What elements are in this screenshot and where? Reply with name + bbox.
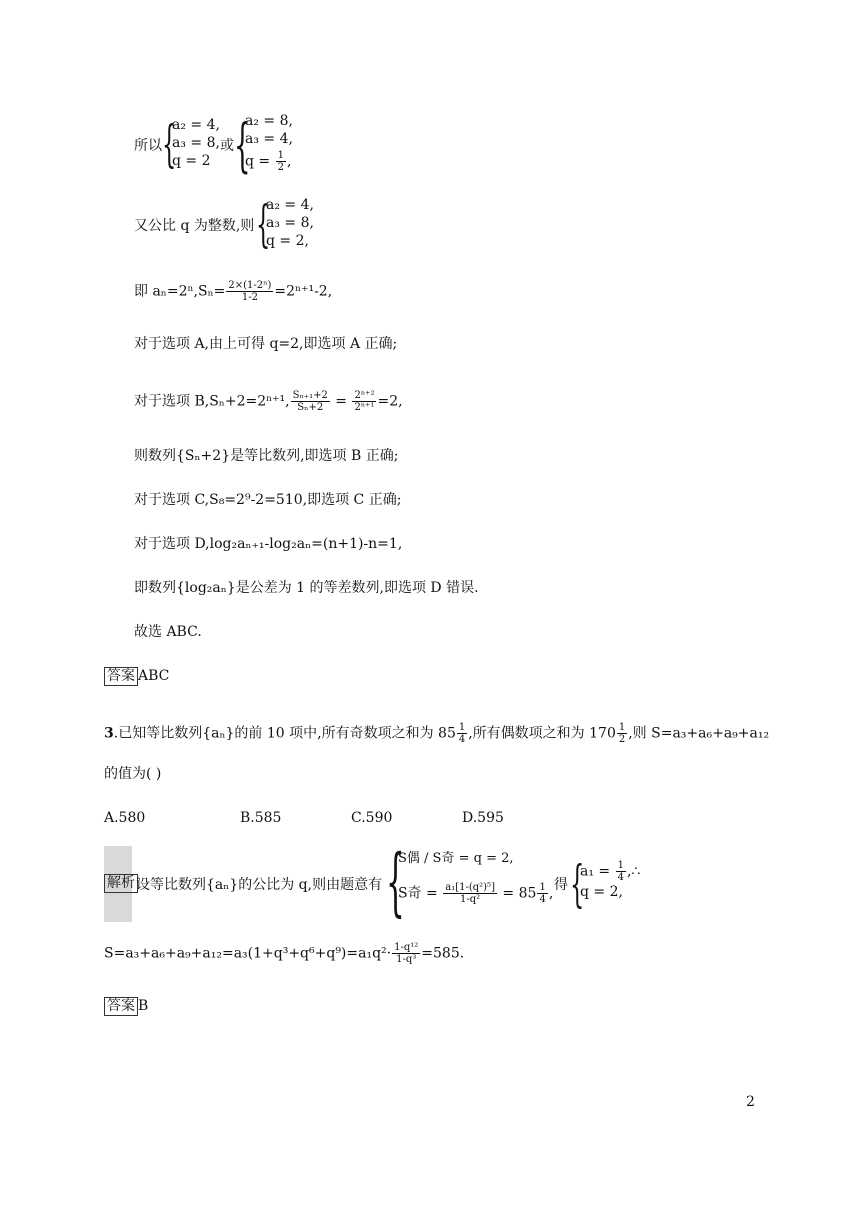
sys2-row: a₃ = 8, [266,215,314,231]
sys1-row: a₂ = 8, [245,113,293,129]
fraction-denominator: 1-q³ [396,954,417,965]
line-option-a: 对于选项 A,由上可得 q=2,即选项 A 正确; [134,336,398,352]
line-choose: 故选 ABC. [134,624,202,640]
option-b: B.585 [240,810,282,826]
sys2-row: q = 2, [266,233,309,249]
line-an-sn [134,280,332,303]
fraction [537,882,547,905]
analysis-result-row: q = 2, [580,884,623,900]
text: 对于选项 B,Sₙ+2=2ⁿ⁺¹, [134,393,290,410]
fraction-denominator: Sₙ+2 [297,402,324,413]
fraction-denominator: 1-2 [241,292,258,303]
fraction-denominator: 4 [458,734,466,745]
text: =2ⁿ⁺¹-2, [274,283,333,300]
fraction-numerator: 1 [617,860,624,871]
page-number: 2 [746,1094,755,1110]
analysis-row: S偶 / S奇 = q = 2, [398,851,514,866]
fraction-denominator: 1-q² [460,894,481,905]
answer-tag: 答案 [104,997,138,1016]
fraction [457,722,467,745]
text: =2, [377,393,403,410]
fraction-numerator: 1 [458,722,466,733]
fraction [616,860,626,883]
sys1-row: a₃ = 8, [172,135,220,151]
sys1-row: a₂ = 4, [172,117,220,133]
fraction-numerator: 2×(1-2ⁿ) [228,280,272,291]
fraction-numerator: a₁[1-(q²)⁵] [445,882,495,893]
fraction [392,942,420,965]
left-brace: { [570,855,585,913]
analysis-result-row [580,860,640,883]
text: S=a₃+a₆+a₉+a₁₂=a₃(1+q³+q⁶+q⁹)=a₁q²· [104,945,392,962]
answer-value: B [138,998,149,1014]
question-3-line-1 [104,722,769,745]
answer-1 [104,666,169,686]
sys1-row: q = 2 [172,153,211,169]
fraction-denominator: 4 [539,894,546,905]
option-d: D.595 [462,810,504,826]
left-brace: { [256,195,271,253]
sys2-rows [266,196,314,250]
analysis-de: 得 [554,877,568,893]
text: S奇 = [398,885,443,902]
text: ,所有偶数项之和为 170 [468,725,616,742]
fraction [291,390,330,413]
fraction-numerator: 1 [618,722,626,733]
option-a: A.580 [104,810,146,826]
answer-2 [104,996,148,1016]
line-conclusion-d: 即数列{log₂aₙ}是公差为 1 的等差数列,即选项 D 错误. [134,580,479,596]
sys1-prefix: 所以 [134,138,162,154]
fraction-denominator: 4 [617,872,624,883]
line-option-c: 对于选项 C,S₈=2⁹-2=510,即选项 C 正确; [134,492,402,508]
analysis-result [580,860,640,901]
line-sequence-b: 则数列{Sₙ+2}是等比数列,即选项 B 正确; [134,448,399,464]
option-c: C.590 [351,810,393,826]
text: .已知等比数列{aₙ}的前 10 项中,所有奇数项之和为 85 [113,725,456,742]
left-brace: { [386,839,405,925]
sys2-row: a₂ = 4, [266,197,314,213]
fraction-denominator: 2ⁿ⁺¹ [354,402,375,413]
question-number: 3 [104,725,114,742]
text: =585. [421,945,465,962]
fraction [617,722,627,745]
fraction-numerator: 1 [539,882,546,893]
text: = [330,393,352,410]
fraction [276,150,286,173]
text: = 85 [497,885,537,902]
fraction-denominator: 2 [277,162,284,173]
text: ,则 S=a₃+a₆+a₉+a₁₂ [628,725,770,742]
sys1-row: a₃ = 4, [245,131,293,147]
fraction-numerator: 2ⁿ⁺² [354,390,375,401]
fraction-numerator: 1-q¹² [394,942,419,953]
sys2-prefix: 又公比 q 为整数,则 [134,218,255,234]
line-option-b [134,390,403,413]
text: a₁ = [580,863,615,880]
left-brace: { [162,115,177,173]
fraction-numerator: Sₙ₊₁+2 [292,390,328,401]
question-3-line-2: 的值为( ) [104,766,162,782]
analysis-tag: 解析 [104,874,138,893]
analysis-text: 设等比数列{aₙ}的公比为 q,则由题意有 [136,877,383,893]
fraction-denominator: 2 [618,734,626,745]
analysis-final [104,942,464,965]
left-brace: { [234,111,251,179]
sys1-right-rows [245,112,293,173]
sys1-row-tail: , [286,153,292,170]
analysis-row [398,882,553,905]
sys1-left-rows [172,116,220,170]
sys1-row [245,150,293,173]
text: ,∴ [626,863,641,880]
fraction [443,882,497,905]
sys1-or: 或 [220,138,234,154]
answer-value: ABC [138,668,170,684]
fraction [226,280,273,303]
text: , [548,885,554,902]
answer-tag: 答案 [104,667,138,686]
sys1-row-text: q = [245,153,275,170]
analysis-system [398,850,553,905]
line-option-d: 对于选项 D,log₂aₙ₊₁-log₂aₙ=(n+1)-n=1, [134,536,403,552]
text: 即 aₙ=2ⁿ,Sₙ= [134,283,226,300]
fraction [352,390,376,413]
fraction-numerator: 1 [277,150,284,161]
analysis-block [104,839,804,926]
